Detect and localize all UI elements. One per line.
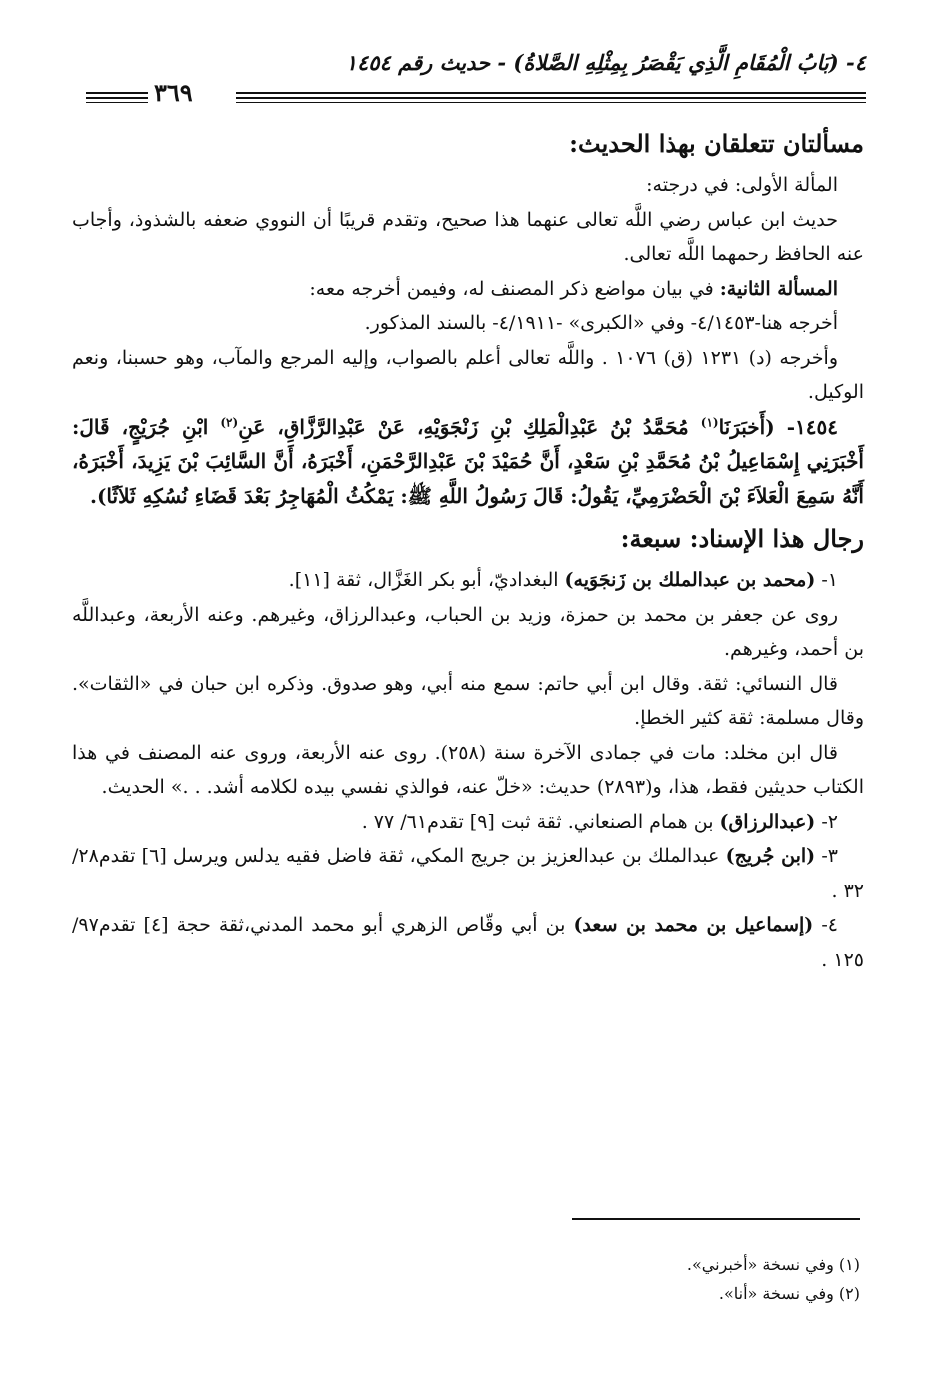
- narrator-1-students: روى عن جعفر بن محمد بن حمزة، وزيد بن الحباب، وعبدالرزاق، وغيرهم. وعنه الأربعة، وعبداللَّه بن أحمد، وغيرهم.: [72, 603, 864, 660]
- issue-2-paragraph: [72, 272, 864, 307]
- narrator-4-number: ٤-: [813, 914, 838, 936]
- issue-2-text: في بيان مواضع ذكر المصنف له، وفيمن أخرجه معه:: [309, 277, 720, 300]
- narrator-4-details: بن أبي وقّاص الزهري أبو محمد المدني،ثقة حجة [٤] تقدم٩٧/ ١٢٥ .: [72, 914, 864, 971]
- footnote-divider: [572, 1218, 860, 1220]
- narrator-1: [72, 563, 864, 598]
- footnotes: [460, 1250, 860, 1308]
- hadith-part-1: ١٤٥٤- (أَخبَرَنَا: [718, 414, 838, 439]
- footnote-1: (١) وفي نسخة «أخبرني».: [686, 1255, 860, 1274]
- narrator-2-number: ٢-: [815, 810, 838, 833]
- page-number: ٣٦٩: [154, 78, 193, 107]
- narrator-3: [72, 839, 864, 908]
- narrator-1-details: البغداديّ، أبو بكر الغَزَّال، ثقة [١١].: [288, 569, 565, 591]
- issue-1-title: المألة الأولى: في درجته:: [646, 174, 838, 196]
- hadith-part-3: ابْنِ جُرَيْجٍ، قَالَ: أَخْبَرَنِي إِسْمَاعِيلُ بْنُ مُحَمَّدِ بْنِ سَعْدٍ، أَنَّ حُمَيْدَ بْنَ عَبْدِالرَّحْمَنِ، أَخْبَرَهُ، أَنَّ السَّائِبَ بْنَ يَزِيدَ، أَخْبَرَهُ، أَنَّهُ سَمِعَ الْعَلاَءَ بْنَ الْحَضْرَمِيِّ، يَقُولُ: قَالَ رَسُولُ اللَّهِ ﷺ: يَمْكُثُ الْمُهَاجِرُ بَعْدَ قَضَاءِ نُسُكِهِ ثَلاَثًا).: [72, 414, 864, 508]
- running-header: [76, 50, 866, 107]
- issue-1-text: حديث ابن عباس رضي اللَّه تعالى عنهما هذا صحيح، وتقدم قريبًا أن النووي ضعفه بالشذوذ، وأجاب عنه الحافظ رحمهما اللَّه تعالى.: [72, 208, 864, 265]
- footnote-2: (٢) وفي نسخة «أنا».: [718, 1284, 860, 1303]
- header-rule-left: [86, 92, 148, 106]
- narrator-2-details: بن همام الصنعاني. ثقة ثبت [٩] تقدم٦١/ ٧٧ .: [361, 810, 720, 833]
- footnote-ref-2: (٢): [220, 414, 239, 429]
- page-body: [72, 122, 864, 977]
- issue-2-label: المسألة الثانية:: [719, 277, 838, 300]
- section-heading-issues: مسألتان تتعلقان بهذا الحديث:: [569, 129, 864, 158]
- narrator-3-number: ٣-: [815, 845, 839, 867]
- header-rule-right: [236, 92, 866, 106]
- narrator-4: [72, 908, 864, 977]
- running-title: ٤- (بَابُ الْمُقَامِ الَّذِي يَقْصَرُ بِمِثْلِهِ الصَّلاةُ) - حديث رقم ١٤٥٤: [345, 50, 866, 75]
- hadith-text: [72, 410, 864, 514]
- issue-2-line-2: أخرجه هنا-٤/١٤٥٣- وفي «الكبرى» -٤/١٩١١- بالسند المذكور.: [364, 312, 838, 334]
- narrator-1-grading: قال النسائي: ثقة. وقال ابن أبي حاتم: سمع منه أبي، وهو صدوق. وذكره ابن حبان في «الثقات». وقال مسلمة: ثقة كثير الخطإ.: [72, 672, 864, 729]
- section-heading-narrators: رجال هذا الإسناد: سبعة:: [620, 524, 864, 553]
- hadith-part-2: مُحَمَّدُ بْنُ عَبْدِالْمَلِكِ بْنِ زَنْجَوَيْهِ، عَنْ عَبْدِالرَّزَّاقِ، عَنِ: [238, 414, 701, 439]
- narrator-1-name: (محمد بن عبدالملك بن زَنجَوَيه): [564, 569, 816, 591]
- issue-2-line-3: وأخرجه (د) ١٢٣١ (ق) ١٠٧٦ . واللَّه تعالى أعلم بالصواب، وإليه المرجع والمآب، وهو حسبنا، ونعم الوكيل.: [72, 346, 864, 403]
- narrator-3-name: (ابن جُريج): [725, 845, 816, 867]
- narrator-1-number: ١-: [815, 569, 838, 591]
- narrator-2-name: (عبدالرزاق): [719, 810, 816, 833]
- narrator-1-death: قال ابن مخلد: مات في جمادى الآخرة سنة (٢٥٨). روى عنه الأربعة، وروى عنه المصنف في هذا الكتاب حديثين فقط، هذا، و(٢٨٩٣) حديث: «خلّ عنه، فوالذي نفسي بيده لكلامه أشد. . .» الحديث.: [72, 741, 864, 798]
- footnote-ref-1: (١): [700, 414, 719, 429]
- narrator-3-details: عبدالملك بن عبدالعزيز بن جريج المكي، ثقة فاضل فقيه يدلس ويرسل [٦] تقدم٢٨/ ٣٢ .: [72, 845, 864, 902]
- narrator-2: [72, 805, 864, 840]
- narrator-4-name: (إسماعيل بن محمد بن سعد): [573, 914, 814, 936]
